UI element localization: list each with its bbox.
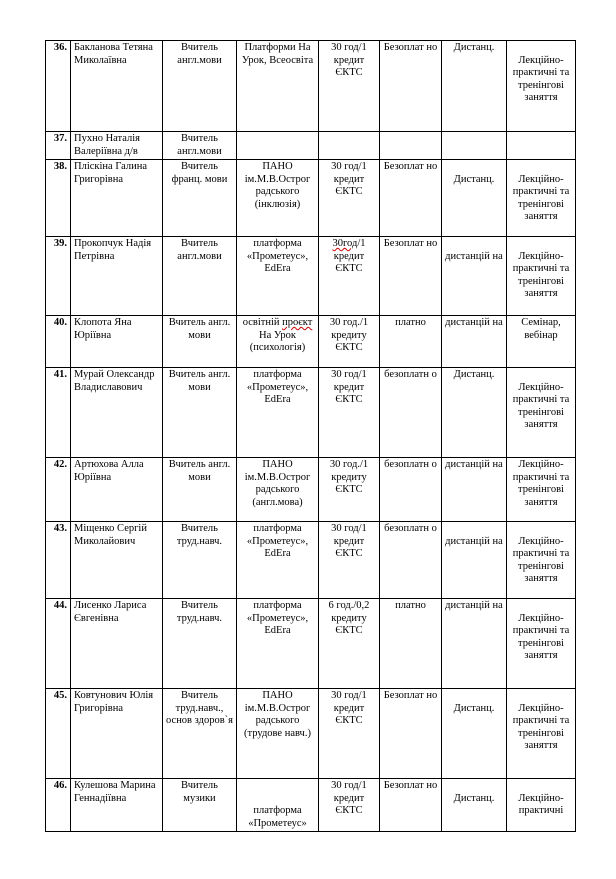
course-platform <box>237 316 319 368</box>
course-form <box>442 132 507 160</box>
teacher-position: Вчитель франц. мови <box>163 160 237 237</box>
course-form: дистанцій на <box>442 599 507 689</box>
course-platform: ПАНО ім.М.В.Острог радського (трудове навч.) <box>237 689 319 779</box>
course-credits: 30 год/1 кредит ЄКТС <box>319 522 380 599</box>
credits-misspelled-word: 30год <box>332 238 358 249</box>
course-platform: ПАНО ім.М.В.Острог радського (англ.мова) <box>237 458 319 522</box>
course-credits: 30 год./1 кредиту ЄКТС <box>319 316 380 368</box>
table-row <box>46 689 576 779</box>
platform-misspelled-word: проєкт <box>282 317 313 328</box>
table-row <box>46 522 576 599</box>
teacher-name: Ковтунович Юлія Григорівна <box>71 689 163 779</box>
credits-rest: /1 кредит ЄКТС <box>333 238 366 274</box>
course-credits: 30 год/1 кредит ЄКТС <box>319 41 380 132</box>
course-credits <box>319 237 380 316</box>
course-platform: платформа «Прометеус», EdEra <box>237 522 319 599</box>
course-payment: безоплатн о <box>380 368 442 458</box>
teacher-position: Вчитель труд.навч. <box>163 522 237 599</box>
course-form: Дистанц. <box>453 173 495 185</box>
table-row <box>46 779 576 832</box>
platform-text-c: На Урок (психологія) <box>249 329 306 353</box>
course-type: Лекційно-практичні та тренінгові заняття <box>512 250 570 299</box>
course-form: дистанцій на <box>445 535 503 547</box>
row-number: 41. <box>46 368 71 458</box>
courses-table <box>45 40 576 832</box>
teacher-position: Вчитель англ. мови <box>163 458 237 522</box>
course-platform: платформа «Прометеус», EdEra <box>237 599 319 689</box>
course-platform: платформа «Прометеус», EdEra <box>237 368 319 458</box>
course-payment: Безоплат но <box>380 689 442 779</box>
course-form: дистанцій на <box>445 250 503 262</box>
teacher-name: Лисенко Лариса Євгенівна <box>71 599 163 689</box>
course-credits: 30 год./1 кредиту ЄКТС <box>319 458 380 522</box>
course-type: Лекційно-практичні та тренінгові заняття <box>507 458 576 522</box>
course-type: Лекційно-практичні та тренінгові заняття <box>512 173 570 222</box>
course-form: Дистанц. <box>442 41 507 132</box>
course-credits: 30 год/1 кредит ЄКТС <box>319 368 380 458</box>
row-number: 39. <box>46 237 71 316</box>
teacher-name: Пліскіна Галина Григорівна <box>71 160 163 237</box>
course-form: Дистанц. <box>442 368 507 458</box>
course-platform <box>237 132 319 160</box>
table-row <box>46 41 576 132</box>
course-payment: Безоплат но <box>380 779 442 832</box>
course-type: Лекційно-практичні <box>518 792 564 816</box>
teacher-position: Вчитель англ. мови <box>163 368 237 458</box>
row-number: 38. <box>46 160 71 237</box>
teacher-name: Прокопчук Надія Петрівна <box>71 237 163 316</box>
course-form: Дистанц. <box>453 702 495 714</box>
table-row <box>46 132 576 160</box>
teacher-position: Вчитель труд.навч. <box>163 599 237 689</box>
course-platform: платформа «Прометеус» <box>248 805 307 829</box>
course-platform: платформа «Прометеус», EdEra <box>237 237 319 316</box>
teacher-position: Вчитель англ.мови <box>163 132 237 160</box>
row-number: 43. <box>46 522 71 599</box>
course-platform: ПАНО ім.М.В.Острог радського (інклюзія) <box>237 160 319 237</box>
row-number: 37. <box>46 132 71 160</box>
teacher-position: Вчитель музики <box>163 779 237 832</box>
teacher-position: Вчитель англ. мови <box>163 316 237 368</box>
course-platform: Платформи На Урок, Всеосвіта <box>237 41 319 132</box>
teacher-position: Вчитель англ.мови <box>163 237 237 316</box>
course-type: Лекційно-практичні та тренінгові заняття <box>512 381 570 430</box>
course-credits: 30 год/1 кредит ЄКТС <box>319 689 380 779</box>
course-form: дистанцій на <box>442 458 507 522</box>
course-credits: 30 год/1 кредит ЄКТС <box>319 160 380 237</box>
course-payment: Безоплат но <box>380 160 442 237</box>
teacher-name: Мурай Олександр Владиславович <box>71 368 163 458</box>
teacher-position: Вчитель труд.навч., основ здоров`я <box>163 689 237 779</box>
course-payment: платно <box>380 316 442 368</box>
course-type: Лекційно-практичні та тренінгові заняття <box>512 535 570 584</box>
course-form: Дистанц. <box>453 792 495 804</box>
course-payment: Безоплат но <box>380 41 442 132</box>
course-credits: 6 год./0,2 кредиту ЄКТС <box>319 599 380 689</box>
course-type: Лекційно-практичні та тренінгові заняття <box>512 54 570 103</box>
teacher-name: Артюхова Алла Юріївна <box>71 458 163 522</box>
course-payment: безоплатн о <box>380 458 442 522</box>
platform-text-a: освітній <box>242 317 283 328</box>
table-row <box>46 458 576 522</box>
teacher-position: Вчитель англ.мови <box>163 41 237 132</box>
course-type: Лекційно-практичні та тренінгові заняття <box>512 702 570 751</box>
row-number: 45. <box>46 689 71 779</box>
row-number: 42. <box>46 458 71 522</box>
course-payment: безоплатн о <box>380 522 442 599</box>
course-payment: Безоплат но <box>380 237 442 316</box>
course-credits: 30 год/1 кредит ЄКТС <box>319 779 380 832</box>
teacher-name: Бакланова Тетяна Миколаївна <box>71 41 163 132</box>
course-type: Семінар, вебінар <box>507 316 576 368</box>
row-number: 44. <box>46 599 71 689</box>
course-credits <box>319 132 380 160</box>
teacher-name: Кулешова Марина Геннадіївна <box>71 779 163 832</box>
row-number: 46. <box>46 779 71 832</box>
table-row <box>46 599 576 689</box>
teacher-name: Міщенко Сергій Миколайович <box>71 522 163 599</box>
row-number: 36. <box>46 41 71 132</box>
row-number: 40. <box>46 316 71 368</box>
table-row <box>46 237 576 316</box>
table-row <box>46 316 576 368</box>
course-type <box>507 132 576 160</box>
table-row <box>46 160 576 237</box>
course-payment: платно <box>380 599 442 689</box>
course-payment <box>380 132 442 160</box>
course-type: Лекційно-практичні та тренінгові заняття <box>512 612 570 661</box>
course-form: дистанцій на <box>442 316 507 368</box>
teacher-name: Клопота Яна Юріївна <box>71 316 163 368</box>
table-row <box>46 368 576 458</box>
teacher-name: Пухно Наталія Валеріївна д/в <box>71 132 163 160</box>
